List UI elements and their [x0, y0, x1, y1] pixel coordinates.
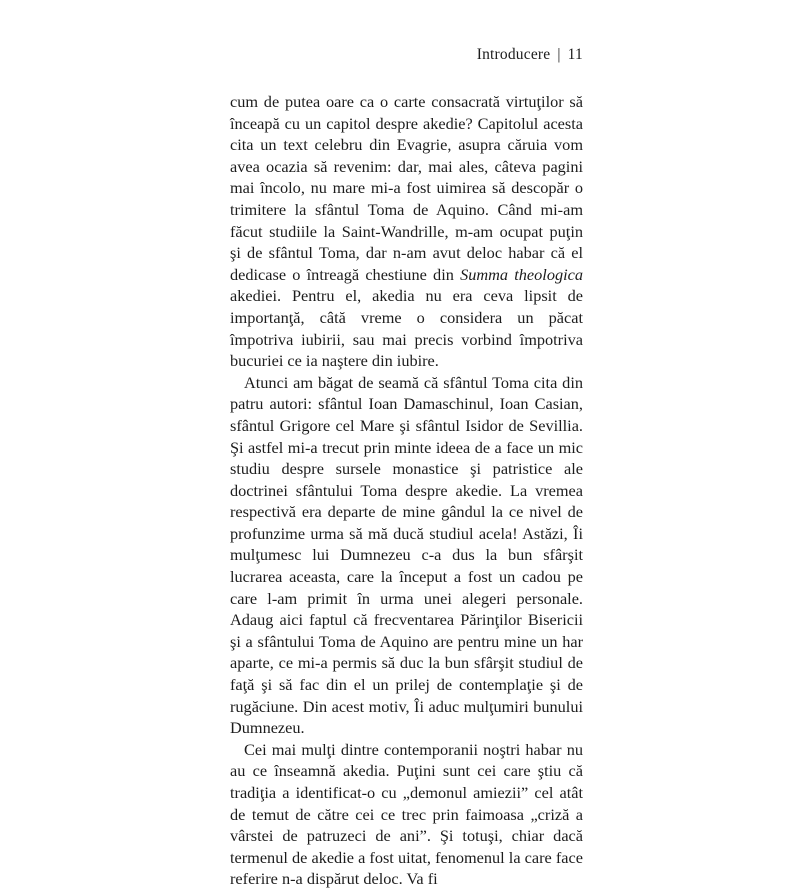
running-header — [230, 46, 583, 64]
paragraph-1-text-end: akediei. Pentru el, akedia nu era ceva lipsit de importanţă, câtă vreme o considera un păcat împotriva iubirii, sau mai precis vorbind împotriva bucuriei ce ia naştere din iubire. — [230, 286, 583, 371]
body-text — [230, 91, 583, 890]
paragraph-1-text-start: cum de putea oare ca o carte consacrată virtuţilor să înceapă cu un capitol despre akedie? Capitolul acesta cita un text celebru din Evagrie, asupra căruia vom avea ocazia să revenim: dar, mai ales, câteva pagini mai încolo, nu mare mi-a fost uimirea să descopăr o trimitere la sfântul Toma de Aquino. Când mi-am făcut studiile la Saint-Wandrille, m-am ocupat puţin şi de sfântul Toma, dar n-am avut deloc habar că el dedicase o întreagă chestiune din — [230, 92, 583, 284]
page-number: 11 — [567, 46, 583, 63]
paragraph-3: Cei mai mulţi dintre contemporanii noştri habar nu au ce înseamnă akedia. Puţini sunt cei care ştiu că tradiţia a identificat-o cu „demonul amiezii” cel atât de temut de către cei ce trec prin faimoasa „criză a vârstei de patruzeci de ani”. Şi totuşi, chiar dacă termenul de akedie a fost uitat, fenomenul la care face referire n-a dispărut deloc. Va fi — [230, 739, 583, 889]
paragraph-2: Atunci am băgat de seamă că sfântul Toma cita din patru autori: sfântul Ioan Damaschinul, Ioan Casian, sfântul Grigore cel Mare şi sfântul Isidor de Sevillia. Şi astfel mi-a trecut prin minte ideea de a face un mic studiu despre sursele monastice şi patristice ale doctrinei sfântului Toma despre akedie. La vremea respectivă era departe de mine gândul la ce nivel de profunzime urma să mă ducă studiul acela! Astăzi, Îi mulţumesc lui Dumnezeu c-a dus la bun sfârşit lucrarea aceasta, care la început a fost un cadou pe care l-am primit în urma unei alegeri personale. Adaug aici faptul că frecventarea Părinţilor Bisericii şi a sfântului Toma de Aquino are pentru mine un har aparte, ce mi-a permis să duc la bun sfârşit studiul de faţă şi să fac din el un prilej de contemplaţie şi de rugăciune. Din acest motiv, Îi aduc mulţumiri bunului Dumnezeu. — [230, 372, 583, 738]
paragraph-continued — [230, 91, 583, 372]
italic-book-title: Summa theologica — [460, 264, 583, 284]
header-separator: | — [557, 46, 561, 63]
section-title: Introducere — [476, 46, 551, 63]
